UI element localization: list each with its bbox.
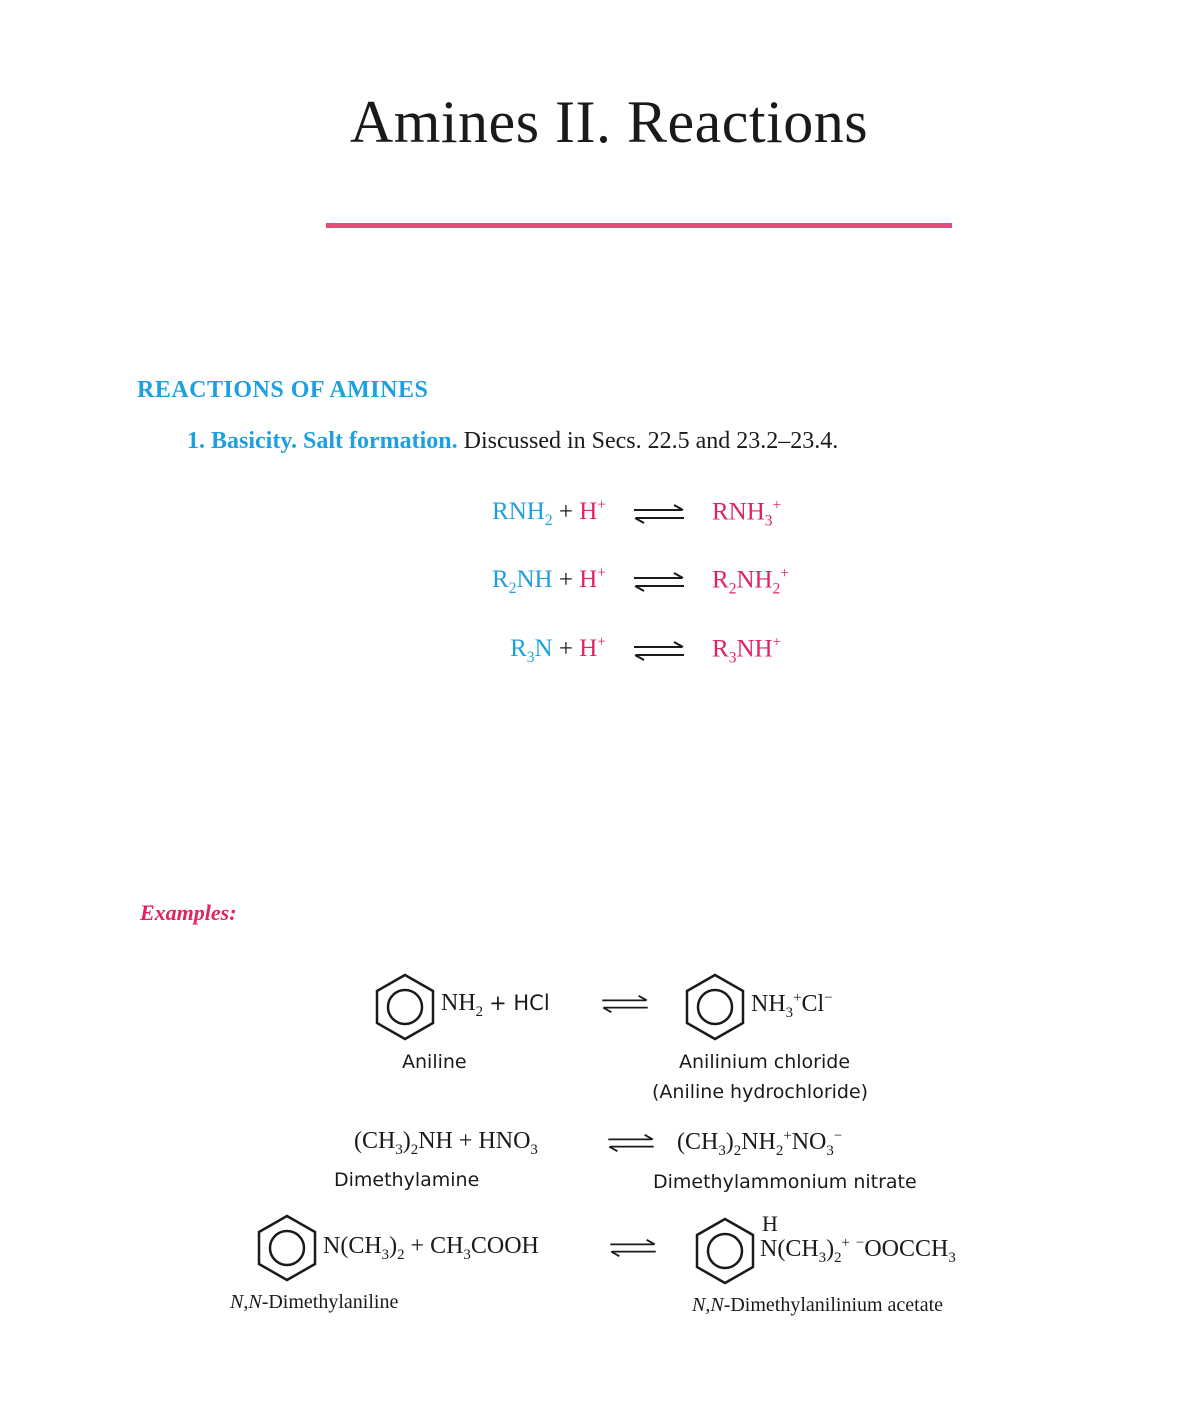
amine: $RNH_2$ <box>492 498 553 530</box>
equation-lhs: $RNH_2 + H^+$ <box>492 497 606 530</box>
dimethylammonium-product: $(CH_3)_2NH_2^+NO_3^-$ <box>677 1128 843 1159</box>
dimethylamine-name: Dimethylamine <box>334 1169 480 1191</box>
equilibrium-arrow-icon <box>632 640 686 662</box>
amine: $R_3N$ <box>510 635 553 667</box>
ammonium-product: $RNH_3^+$ <box>712 497 782 530</box>
equation-row-2 <box>0 565 1200 599</box>
equilibrium-arrow-icon <box>632 503 686 525</box>
ammonium-product: $R_2NH_2^+$ <box>712 565 790 598</box>
equation-lhs: $R_2NH + H^+$ <box>492 565 606 598</box>
proton: H+ <box>579 565 606 594</box>
dimethylanilinium-product: $N(CH_3)_2^+$ $^-OOCCH_3$ <box>760 1235 956 1266</box>
equation-lhs: $R_3N + H^+$ <box>510 634 606 667</box>
item-number: 1. <box>187 428 205 454</box>
proton: H+ <box>579 634 606 663</box>
ammonium-product: $R_3NH^+$ <box>712 634 782 667</box>
equilibrium-arrow-icon <box>604 1133 658 1153</box>
dimethylamine-reactant: $(CH_3)_2NH + HNO_3$ <box>354 1128 538 1158</box>
anilinium-chloride-name: Anilinium chloride <box>679 1051 851 1073</box>
aniline-name: Aniline <box>402 1051 467 1073</box>
equilibrium-arrow-icon <box>606 1238 660 1258</box>
proton: H+ <box>579 497 606 526</box>
anilinium-hydrogen: H <box>762 1211 778 1236</box>
title-rule <box>326 223 952 228</box>
equilibrium-arrow-icon <box>598 994 652 1014</box>
anilinium-product: $NH_3^+Cl^-$ <box>751 990 833 1021</box>
aniline-reactant: $NH_2$ + HCl <box>441 990 550 1020</box>
benzene-ring-icon <box>370 972 440 1042</box>
item-lead: Basicity. Salt formation. <box>211 428 458 454</box>
section-heading: REACTIONS OF AMINES <box>137 377 429 403</box>
equation-row-3 <box>0 634 1200 668</box>
dimethylanilinium-acetate-name: N,N-Dimethylanilinium acetate <box>692 1294 944 1316</box>
dimethylaniline-reactant: $N(CH_3)_2$ + $CH_3COOH$ <box>323 1233 539 1263</box>
page-title: Amines II. Reactions <box>349 89 869 155</box>
item-basicity <box>187 428 838 455</box>
amine: $R_2NH$ <box>492 566 553 598</box>
benzene-ring-icon <box>680 972 750 1042</box>
aniline-hydrochloride-name: (Aniline hydrochloride) <box>652 1081 869 1103</box>
equation-row-1 <box>0 497 1200 531</box>
dimethylaniline-name: N,N-Dimethylaniline <box>230 1291 399 1313</box>
benzene-ring-icon <box>252 1213 322 1283</box>
equilibrium-arrow-icon <box>632 571 686 593</box>
item-text: Discussed in Secs. 22.5 and 23.2–23.4. <box>463 428 839 454</box>
dimethylammonium-nitrate-name: Dimethylammonium nitrate <box>653 1171 917 1193</box>
benzene-ring-icon <box>690 1216 760 1286</box>
examples-label: Examples: <box>140 900 237 925</box>
